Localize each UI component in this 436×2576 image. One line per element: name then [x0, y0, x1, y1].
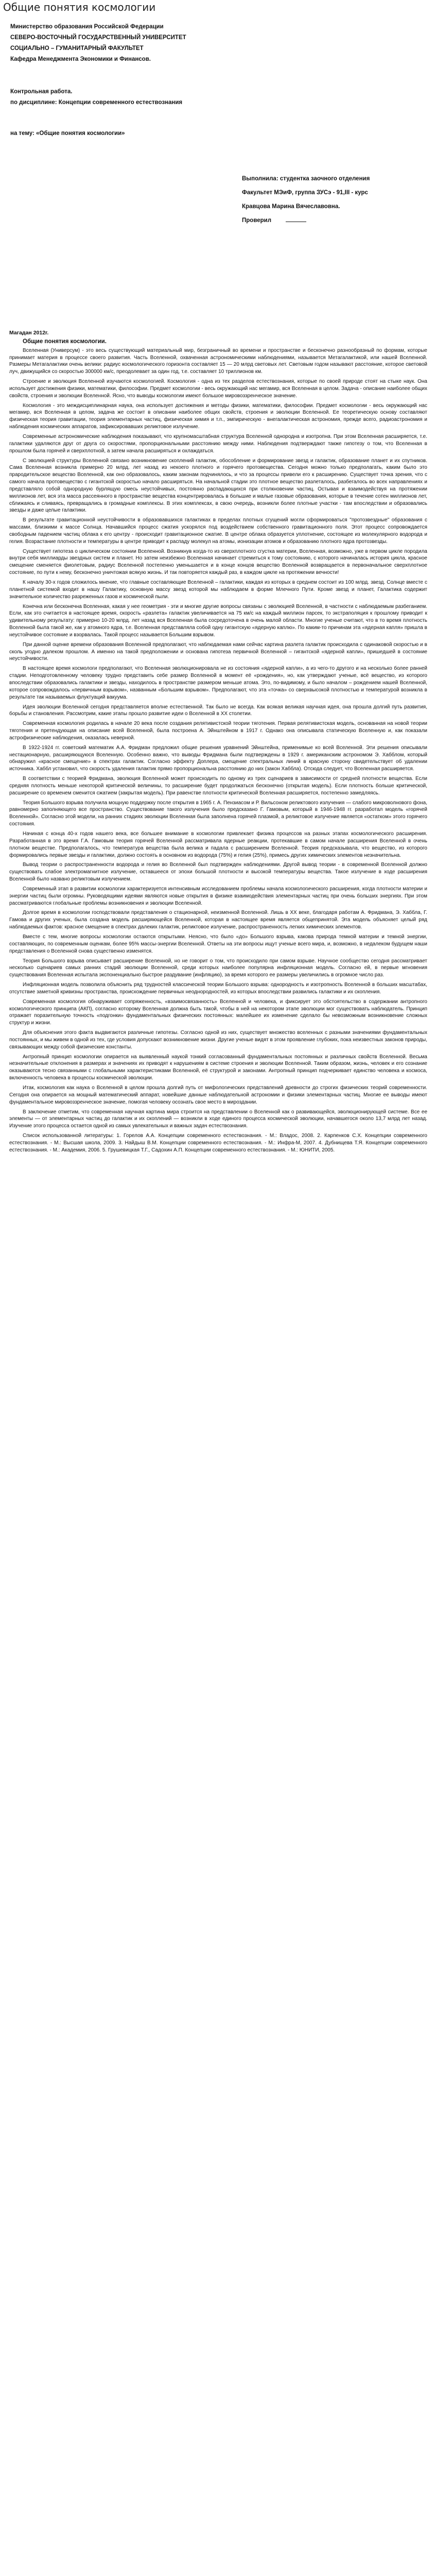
essay-paragraph: Конечна или бесконечна Вселенная, какая у нее геометрия - эти и многие другие вопросы связаны с эволюцией Вселенной, в частности с наблюдаемым разбеганием. Если, как это считается в настоящее время, скорость «разлета» галактик увеличивается на 75 км/с на каждый миллион парсек, то экстраполяция к прошлому приводит к удивительному результату: примерно 10-20 млрд. лет назад вся Вселенная была сосредоточена в очень малой области. Многие ученые считают, что в то время плотность Вселенной была такой же, как у атомного ядра, т.е. Вселенная представляла собой одну гигантскую «ядерную каплю». По каким-то причинам эта «ядерная капля» пришла в неустойчивое состояние и взорвалась. Такой процесс называется Большим взрывом. — [9, 603, 427, 638]
faculty-line: СОЦИАЛЬНО – ГУМАНИТАРНЫЙ ФАКУЛЬТЕТ — [10, 45, 144, 52]
document-title: Общие понятия космологии — [3, 1, 156, 13]
essay-paragraph: К началу 30-х годов сложилось мнение, что главные составляющие Вселенной – галактики, каждая из которых в среднем состоит из 100 млрд. звезд. Солнце вместе с планетной системой входит в нашу Галактику, основную массу звезд которой мы наблюдаем в форме Млечного Пути. Кроме звезд и планет, Галактика содержит значительное количество разреженных газов и космической пыли. — [9, 580, 427, 600]
essay-paragraph: В настоящее время космологи предполагают, что Вселенная эволюционировала не из состояния «ядерной капли», а из чего-то другого и на несколько более ранней стадии. Неподготовленному человеку трудно представить себе размер Вселенной в момент её «рождения», но, как утверждают ученые, всё вещество, из которого впоследствии образовались галактики и звезды, находилось в пространстве размером меньше атома. Это, по-видимому, и было началом – рождением нашей Вселенной, которое сопровождалось «первичным взрывом», названным «Большим взрывом». Предполагают, что эта «точка» со сверхвысокой плотностью и температурой возникла в результате так называемых флуктуаций вакуума. — [9, 666, 427, 700]
checked-by-row — [242, 214, 432, 228]
essay-paragraph: Долгое время в космологии господствовали представления о стационарной, неизменной Вселенной. Лишь в XX веке, благодаря работам А. Фридмана, Э. Хаббла, Г. Гамова и других ученых, была создана модель расширяющейся Вселенной, которая в настоящее время является общепринятой. Эта модель объясняет целый ряд наблюдаемых фактов: красное смещение в спектрах далеких галактик, реликтовое излучение, распространенность легких химических элементов. — [9, 910, 427, 930]
university-line: СЕВЕРО-ВОСТОЧНЫЙ ГОСУДАРСТВЕННЫЙ УНИВЕРСИТЕТ — [10, 35, 186, 41]
essay-paragraph: В 1922-1924 гг. советский математик А.А. Фридман предложил общие решения уравнений Эйнштейна, применимые ко всей Вселенной. Эти решения описывали нестационарную, расширяющуюся Вселенную. Особенно важно, что выводы Фридмана были подтверждены в 1929 г. американским астрономом Э. Хабблом, который обнаружил «красное смещение» в спектрах галактик. Согласно эффекту Доплера, смещение спектральных линий в красную сторону свидетельствует об удалении источника. Хаббл установил, что скорость удаления галактик прямо пропорциональна расстоянию до них (закон Хаббла). Отсюда следует, что Вселенная расширяется. — [9, 744, 427, 772]
essay-paragraph: Теория Большого взрыва описывает расширение Вселенной, но не говорит о том, что происходило при самом взрыве. Научное сообщество сегодня рассматривает несколько сценариев самых ранних стадий эволюции Вселенной, среди которых наиболее популярна инфляционная модель. Согласно ей, в первые мгновения существования Вселенная испытала экспоненциально быстрое раздувание (инфляцию), за время которого ее размеры увеличились в огромное число раз. — [9, 958, 427, 978]
essay-paragraph: Начиная с конца 40-х годов нашего века, все большее внимание в космологии привлекает физика процессов на разных этапах космологического расширения. Разработанная в это время Г.А. Гамовым теория горячей Вселенной рассматривала ядерные реакции, протекавшие в самом начале расширения Вселенной в очень плотном веществе. Предполагалось, что температура вещества была велика и падала с расширением Вселенной. Теория предсказывала, что вещество, из которого формировались первые звезды и галактики, должно состоять в основном из водорода (75%) и гелия (25%), примесь других химических элементов незначительна. — [9, 831, 427, 858]
work-block — [10, 87, 182, 108]
essay-paragraph: Современная космология родилась в начале 20 века после создания релятивистской теории тяготения. Первая релятивистская модель, основанная на новой теории тяготения и претендующая на описание всей Вселенной, была построена А. Эйнштейном в 1917 г. Однако она описывала статическую Вселенную и, как показали астрофизические наблюдения, оказалась неверной. — [9, 721, 427, 741]
essay-paragraph: Современный этап в развитии космологии характеризуется интенсивным исследованием проблемы начала космологического расширения, когда плотности материи и энергии частиц были огромны. Руководящими идеями являются новые открытия в физике взаимодействия элементарных частиц при очень больших энергиях. При этом рассматриваются глобальные проблемы возникновения и эволюции Вселенной. — [9, 886, 427, 906]
work-discipline: по дисциплине: Концепции современного естествознания — [10, 99, 183, 106]
essay-heading: Общие понятия космологии. — [23, 338, 107, 345]
essay-paragraph: Идея эволюции Вселенной сегодня представляется вполне естественной. Так было не всегда. Как всякая великая научная идея, она прошла долгий путь развития, борьбы и становления. Рассмотрим, какие этапы прошло развитие идеи о Вселенной в XX столетии. — [9, 704, 427, 717]
checked-label: Проверил — [242, 217, 272, 224]
work-topic: на тему: «Общие понятия космологии» — [10, 130, 125, 137]
title-block — [10, 22, 422, 65]
essay-paragraph: Теория Большого взрыва получила мощную поддержку после открытия в 1965 г. А. Пензиасом и Р. Вильсоном реликтового излучения — слабого микроволнового фона, равномерно заполняющего все пространство. Существование такого излучения было предсказано Г. Гамовым, который в 1946-1948 гг. разработал модель «горячей Вселенной». Согласно этой модели, на ранних стадиях эволюции Вселенная была заполнена горячей плазмой, а реликтовое излучение является «остатком» этого горячего состояния. — [9, 800, 427, 827]
essay-paragraph: Итак, космология как наука о Вселенной в целом прошла долгий путь от мифологических представлений древности до строгих физических теорий современности. Сегодня она опирается на мощный математический аппарат, новейшие данные наблюдательной астрономии и физики элементарных частиц. Многие ее выводы имеют фундаментальное мировоззренческое значение, помогая человеку осознать свое место в мироздании. — [9, 1085, 427, 1105]
essay-paragraph: Вместе с тем, многие вопросы космологии остаются открытыми. Неясно, что было «до» Большого взрыва, какова природа темной материи и темной энергии, составляющих, по современным оценкам, более 95% массы-энергии Вселенной. Ответы на эти вопросы ищут ученые всего мира, и, возможно, в недалеком будущем наши представления о Вселенной снова существенно изменятся. — [9, 934, 427, 954]
essay-body — [9, 330, 427, 1157]
essay-paragraph: Список использованной литературы: 1. Горелов А.А. Концепции современного естествознания. - М.: Владос, 2008. 2. Карпенков С.Х. Концепции современного естествознания. - М.: Высшая школа, 2009. 3. Найдыш В.М. Концепции современного естествознания. - М.: Инфра-М, 2007. 4. Дубнищева Т.Я. Концепции современного естествознания. - М.: Академия, 2006. 5. Грушевицкая Т.Г., Садохин А.П. Концепции современного естествознания. - М.: ЮНИТИ, 2005. — [9, 1133, 427, 1153]
essay-paragraph: Космология - это междисциплинарная наука, она использует достижения и методы физики, математики, философии. Предмет космологии - весь окружающий нас мегамир, вся Вселенная в целом, задача же состоит в описании наиболее общих свойств, строения и эволюции Вселенной. Ее теоретическую основу составляют физическая теория гравитации, теория элементарных частиц, физическая химия и т.п., эмпирическую - внегалактическая астрономия, прежде всего, радиоастрономия и наблюдения космических аппаратов, зафиксировавших реликтовое излучение. — [9, 402, 427, 430]
essay-paragraph: Современная космология обнаруживает сопряженность, «взаимосвязанность» Вселенной и человека, и фиксирует это обстоятельство в содержании антропного космологического принципа (АКП), согласно которому Вселенная должна быть такой, чтобы в ней на некотором этапе эволюции мог существовать наблюдатель. Принцип отражает поразительную точность «подгонки» фундаментальных физических постоянных: малейшее их изменение сделало бы невозможным возникновение сложных структур и жизни. — [9, 998, 427, 1026]
work-type: Контрольная работа. — [10, 89, 73, 95]
essay-paragraph: С эволюцией структуры Вселенной связано возникновение скоплений галактик, обособление и формирование звезд и галактик, образование планет и их спутников. Сама Вселенная возникла примерно 20 млрд. лет назад из некоего плотного и горячего протовещества. Сегодня можно только предполагать, каким было это прародительское вещество Вселенной, как оно образовалось, каким законам подчинялось, и что за процессы привели его к расширению. Существует точка зрения, что с самого начала протовещество с гигантской скоростью начало расширяться. На начальной стадии это плотное вещество разлеталось, разбегалось во всех направлениях и представляло собой однородную бурлящую смесь неустойчивых, постоянно распадающихся при столкновении частиц. Остывая и взаимодействуя на протяжении миллионов лет, вся эта масса рассеянного в пространстве вещества концентрировалась в большие и малые газовые образования, которые в течение сотен миллионов лет, сближаясь и сливаясь, превращались в громадные комплексы. В этих комплексах, в свою очередь, возникли более плотные участки - там впоследствии и образовались звезды и даже целые галактики. — [9, 457, 427, 514]
student-line-2: Факультет МЭиФ, группа ЗУСэ - 91,III - курс — [242, 190, 368, 196]
essay-paragraph: Вывод теории о распространенности водорода и гелия во Вселенной был подтвержден наблюдениями. Другой вывод теории - в современной Вселенной должно существовать слабое электромагнитное излучение, оставшееся от эпохи большой плотности и высокой температуры вещества. Такое излучение в ходе расширения Вселенной было названо реликтовым излучением. — [9, 862, 427, 883]
essay-paragraph: Для объяснения этого факта выдвигаются различные гипотезы. Согласно одной из них, существует множество вселенных с разными значениями фундаментальных постоянных, и мы живем в одной из тех, где условия допускают возникновение жизни. Другие ученые видят в этом проявление глубоких, пока неизвестных законов природы, связывающих между собой физические константы. — [9, 1030, 427, 1050]
essay-paragraph: Современные астрономические наблюдения показывают, что крупномасштабная структура Вселенной однородна и изотропна. При этом Вселенная расширяется, т.е. галактики удаляются друг от друга со скоростями, пропорциональными расстоянию между ними. Наблюдения подтверждают также гипотезу о том, что Вселенная в прошлом была горячей и сверхплотной, а затем начала расширяться и охлаждаться. — [9, 433, 427, 454]
student-line-1: Выполнила: студентка заочного отделения — [242, 176, 370, 182]
essay-paragraph: Существует гипотеза о циклическом состоянии Вселенной. Возникнув когда-то из сверхплотного сгустка материи, Вселенная, возможно, уже в первом цикле породила внутри себя миллиарды звездных систем и планет. Но затем неизбежно Вселенная начинает стремиться к тому состоянию, с которого начиналась история цикла, красное смещение сменяется фиолетовым, радиус Вселенной постепенно уменьшается и в конце концов вещество Вселенной возвращается в первоначальное сверхплотное состояние, по пути к нему, бесконечно уничтожая всякую жизнь. И так повторяется каждый раз, в каждом цикле на протяжении вечности! — [9, 548, 427, 576]
essay-paragraph: В результате гравитационной неустойчивости в образовавшихся галактиках в пределах плотных сгущений могли сформироваться "протозвездные" образования с массами, близкими к массе Солнца. Начавшийся процесс сжатия ускорялся под воздействием собственного гравитационного поля. Этот процесс сопровождается свободным падением частиц облака к его центру - происходит гравитационное сжатие. В центре облака образуется уплотнение, состоящее из молекулярного водорода и гелия. Возрастание плотности и температуры в центре приводит к распаду молекул на атомы, ионизации атомов и образованию плотного ядра протозвезды. — [9, 517, 427, 545]
essay-paragraph: Строение и эволюция Вселенной изучаются космологией. Космология - одна из тех разделов естествознания, которые по своей природе стоят на стыке наук. Она использует достижения физики, математики, философии. Предмет космологии - весь окружающий нас мегамир, вся Вселенная в целом. Задача - описание наиболее общих свойств, строения и эволюции Вселенной. Ясно, что выводы космологии имеют большое мировоззренческое значение. — [9, 379, 427, 399]
essay-paragraph: При данной оценке времени образования Вселенной предполагают, что наблюдаемая нами сейчас картина разлета галактик происходила с одинаковой скоростью и в сколь угодно далеком прошлом. А именно на такой предположении и основана гипотеза первичной Вселенной – гигантской «ядерной капли», пришедшей в состояние неустойчивости. — [9, 641, 427, 662]
essay-paragraph: В соответствии с теорией Фридмана, эволюция Вселенной может происходить по одному из трех сценариев в зависимости от средней плотности вещества. Если средняя плотность меньше некоторой критической величины, то расширение будет продолжаться бесконечно (открытая модель). Если плотность больше критической, расширение со временем сменится сжатием (закрытая модель). При равенстве плотности критической Вселенная расширяется, постепенно замедляясь. — [9, 776, 427, 796]
essay-paragraph: Инфляционная модель позволила объяснить ряд трудностей классической теории Большого взрыва: однородность и изотропность Вселенной в больших масштабах, отсутствие заметной кривизны пространства, происхождение первичных неоднородностей, из которых впоследствии развились галактики и их скопления. — [9, 982, 427, 995]
student-block — [242, 172, 432, 228]
student-name: Кравцова Марина Вячеславовна. — [242, 204, 340, 210]
essay-paragraph: Вселенная (Универсум) - это весь существующий материальный мир, безграничный во времени и пространстве и бесконечно разнообразный по формам, которые принимает материя в процессе своего развития. Часть Вселенной, охваченная астрономическими наблюдениями, называется Метагалактикой, или нашей Вселенной. Размеры Метагалактики очень велики: радиус космологического горизонта составляет 15 — 20 млрд световых лет. Световым годом называют расстояние, которое световой луч, движущийся со скоростью 300000 км/с, преодолевает за один год, т.е. составляет 10 триллионов км. — [9, 347, 427, 375]
department-line: Кафедра Менеджмента Экономики и Финансов. — [10, 56, 151, 62]
ministry-line: Министерство образования Российской Федерации — [10, 24, 164, 30]
essay-paragraph: В заключение отметим, что современная научная картина мира строится на представлении о Вселенной как о развивающейся, эволюционирующей системе. Все ее элементы — от элементарных частиц до галактик и их скоплений — возникли в ходе единого процесса космической эволюции, начавшегося около 13,7 млрд лет назад. Изучение этого процесса остается одной из самых увлекательных и важных задач естествознания. — [9, 1109, 427, 1129]
date-line: Магадан 2012г. — [9, 330, 49, 336]
essay-paragraph: Антропный принцип космологии опирается на выявленный наукой тонкий согласованный фундаментальных постоянных и различных свойств Вселенной. Весьма незначительные отклонения в размерах и значениях их приводят к нарушениям в системе строения и эволюции Вселенной. Таким образом, жизнь, человек и его сознание оказываются тесно связанными с глобальными характеристиками Вселенной, её структурой и законами. Антропный принцип подчеркивает единство человека и космоса, включенность человека в процессы космической эволюции. — [9, 1054, 427, 1081]
